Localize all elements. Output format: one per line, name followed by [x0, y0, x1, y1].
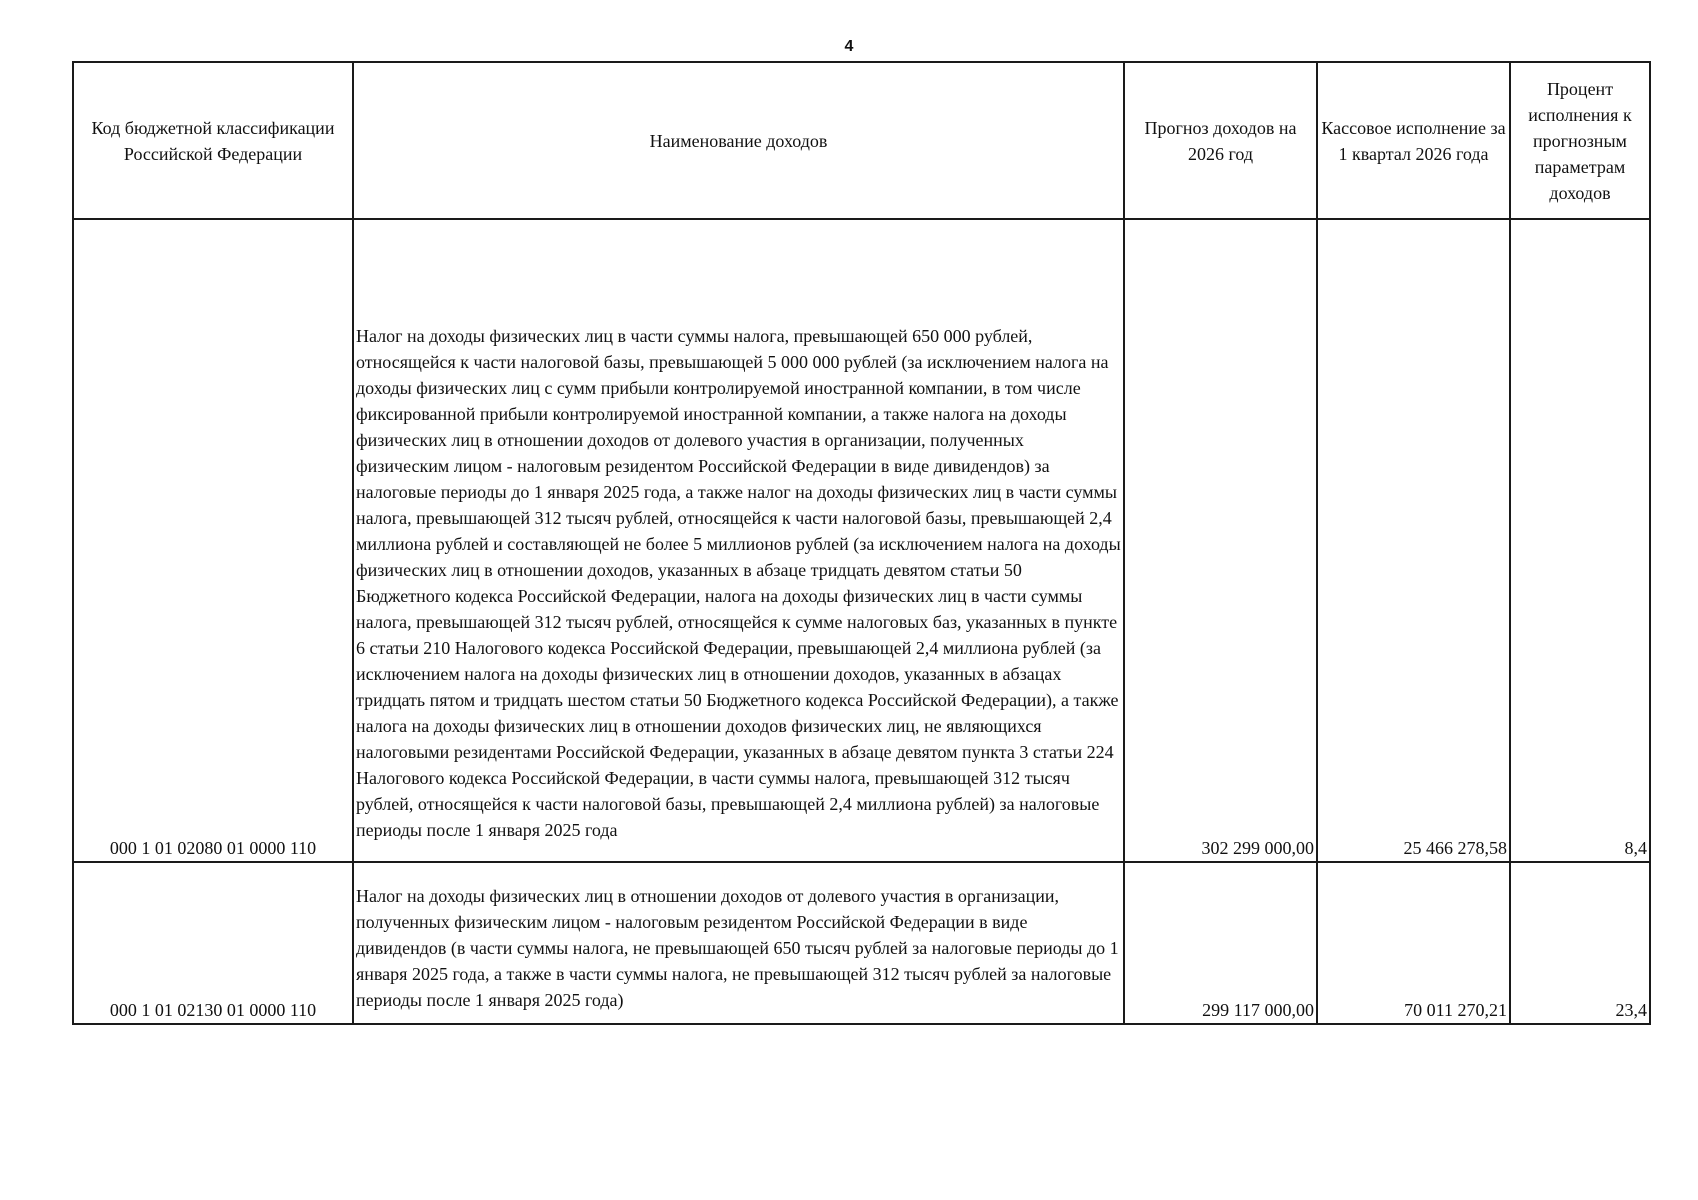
row-name-text: Налог на доходы физических лиц в отношении доходов от долевого участия в организации, полученных физическим лицом - налоговым резидентом Российской Федерации в виде дивидендов (в части суммы налога, не превышающей 650 тысяч рублей за налоговые периоды до 1 января 2025 года, а также в части суммы налога, не превышающей 312 тысяч рублей за налоговые периоды после 1 января 2025 года) — [356, 886, 1119, 1010]
header-code: Код бюджетной классификации Российской Федерации — [73, 62, 353, 219]
header-row — [73, 62, 1650, 219]
row-percent: 8,4 — [1510, 219, 1650, 862]
revenue-table — [72, 61, 1651, 1025]
header-percent: Процент исполнения к прогнозным параметрам доходов — [1510, 62, 1650, 219]
page-number: 4 — [844, 38, 854, 55]
header-forecast: Прогноз доходов на 2026 год — [1124, 62, 1317, 219]
table-row — [73, 219, 1650, 862]
row-percent: 23,4 — [1510, 862, 1650, 1024]
header-name: Наименование доходов — [353, 62, 1124, 219]
table-header — [73, 62, 1650, 219]
header-execution: Кассовое исполнение за 1 квартал 2026 года — [1317, 62, 1510, 219]
row-code: 000 1 01 02130 01 0000 110 — [73, 862, 353, 1024]
table-row — [73, 862, 1650, 1024]
row-code: 000 1 01 02080 01 0000 110 — [73, 219, 353, 862]
row-forecast: 299 117 000,00 — [1124, 862, 1317, 1024]
row-name — [353, 219, 1124, 862]
row-name-text: Налог на доходы физических лиц в части суммы налога, превышающей 650 000 рублей, относящейся к части налоговой базы, превышающей 5 000 000 рублей (за исключением налога на доходы физических лиц с сумм прибыли контролируемой иностранной компании, в том числе фиксированной прибыли контролируемой иностранной компании, а также налога на доходы физических лиц в отношении доходов от долевого участия в организации, полученных физическим лицом - налоговым резидентом Российской Федерации в виде дивидендов) за налоговые периоды до 1 января 2025 года, а также налог на доходы физических лиц в части суммы налога, превышающей 312 тысяч рублей, относящейся к части налоговой базы, превышающей 2,4 миллиона рублей и составляющей не более 5 миллионов рублей (за исключением налога на доходы физических лиц в отношении доходов, указанных в абзаце тридцать девятом статьи 50 Бюджетного кодекса Российской Федерации, налога на доходы физических лиц в части суммы налога, превышающей 312 тысяч рублей, относящейся к сумме налоговых баз, указанных в пункте 6 статьи 210 Налогового кодекса Российской Федерации, превышающей 2,4 миллиона рублей (за исключением налога на доходы физических лиц в отношении доходов, указанных в абзацах тридцать пятом и тридцать шестом статьи 50 Бюджетного кодекса Российской Федерации), а также налога на доходы физических лиц в отношении доходов физических лиц, не являющихся налоговыми резидентами Российской Федерации, указанных в абзаце девятом пункта 3 статьи 224 Налогового кодекса Российской Федерации, в части суммы налога, превышающей 312 тысяч рублей, относящейся к части налоговой базы, превышающей 2,4 миллиона рублей) за налоговые периоды после 1 января 2025 года — [356, 326, 1121, 840]
row-execution: 70 011 270,21 — [1317, 862, 1510, 1024]
row-name — [353, 862, 1124, 1024]
table-body — [73, 219, 1650, 1024]
row-execution: 25 466 278,58 — [1317, 219, 1510, 862]
row-forecast: 302 299 000,00 — [1124, 219, 1317, 862]
